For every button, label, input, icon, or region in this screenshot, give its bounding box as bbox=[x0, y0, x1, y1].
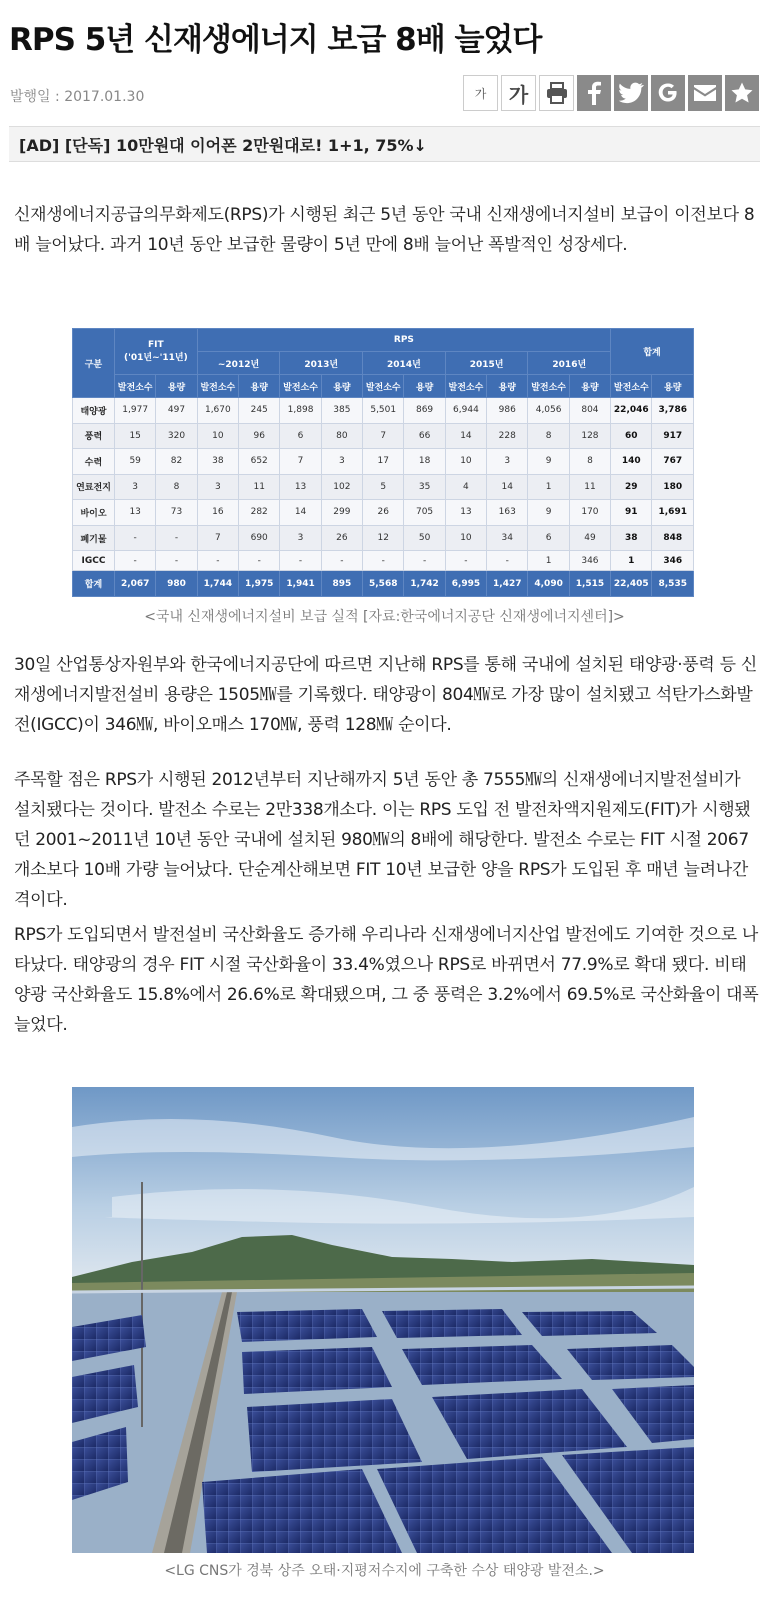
table-cell: 804 bbox=[569, 398, 610, 424]
table-cell: - bbox=[115, 551, 156, 571]
email-share-button[interactable] bbox=[688, 75, 722, 111]
table-cell: 652 bbox=[239, 449, 280, 475]
table-cell: 102 bbox=[321, 474, 362, 500]
header-fit-years: ('01년~'11년) bbox=[123, 353, 188, 363]
table-cell: - bbox=[197, 551, 238, 571]
table-cell: 91 bbox=[611, 500, 652, 526]
table-cell: 4,090 bbox=[528, 571, 569, 597]
table-cell: 1,744 bbox=[197, 571, 238, 597]
font-small-label: 가 bbox=[474, 86, 487, 101]
table-cell: 1 bbox=[611, 551, 652, 571]
publish-date: 발행일 : 2017.01.30 bbox=[10, 89, 145, 105]
table-cell: 82 bbox=[156, 449, 197, 475]
header-fit-label: FIT bbox=[148, 340, 164, 350]
table-cell: 4,056 bbox=[528, 398, 569, 424]
table-row bbox=[73, 500, 694, 526]
mail-icon bbox=[693, 84, 717, 102]
header-period: 2013년 bbox=[280, 352, 363, 375]
table-cell: 1,898 bbox=[280, 398, 321, 424]
table-cell: 22,405 bbox=[611, 571, 652, 597]
table-cell: 11 bbox=[569, 474, 610, 500]
table-cell: - bbox=[363, 551, 404, 571]
table-cell: 4 bbox=[445, 474, 486, 500]
table-cell: 6 bbox=[280, 423, 321, 449]
table-row bbox=[73, 551, 694, 571]
table-cell: 320 bbox=[156, 423, 197, 449]
table-cell: 1,691 bbox=[652, 500, 694, 526]
table-cell: 3 bbox=[487, 449, 528, 475]
font-decrease-button[interactable] bbox=[463, 75, 498, 111]
ad-banner-link[interactable]: [AD] [단독] 10만원대 이어폰 2만원대로! 1+1, 75%↓ bbox=[9, 126, 760, 162]
row-label: 폐기물 bbox=[73, 525, 115, 551]
table-cell: 705 bbox=[404, 500, 445, 526]
table-cell: 5 bbox=[363, 474, 404, 500]
table-cell: 180 bbox=[652, 474, 694, 500]
table-cell: - bbox=[115, 525, 156, 551]
google-share-button[interactable] bbox=[651, 75, 685, 111]
table-cell: 17 bbox=[363, 449, 404, 475]
table-row bbox=[73, 398, 694, 424]
table-cell: 14 bbox=[487, 474, 528, 500]
font-big-label: 가 bbox=[508, 82, 529, 107]
table-cell: 49 bbox=[569, 525, 610, 551]
table-cell: 50 bbox=[404, 525, 445, 551]
table-cell: 170 bbox=[569, 500, 610, 526]
header-total: 합계 bbox=[611, 329, 694, 375]
table-cell: 26 bbox=[363, 500, 404, 526]
paragraph-intro: 신재생에너지공급의무화제도(RPS)가 시행된 최근 5년 동안 국내 신재생에너지설비 보급이 이전보다 8배 늘어났다. 과거 10년 동안 보급한 물량이 5년 만에 8배 늘어난 폭발적인 성장세다. bbox=[14, 205, 755, 255]
table-cell: 228 bbox=[487, 423, 528, 449]
header-plant-count: 발전소수 bbox=[280, 375, 321, 398]
twitter-share-button[interactable] bbox=[614, 75, 648, 111]
row-label: 바이오 bbox=[73, 500, 115, 526]
paragraph-5-year-stats: 주목할 점은 RPS가 시행된 2012년부터 지난해까지 5년 동안 총 7555㎿의 신재생에너지발전설비가 설치됐다는 것이다. 발전소 수로는 2만338개소다. 이는 RPS 도입 전 발전차액지원제도(FIT)가 시행됐던 2001~2011년 10년 동안 국내에 설치된 980㎿의 8배에 해당한다. 발전소 수로는 FIT 시절 2067개소보다 10배 가량 늘어났다. 단순계산해보면 FIT 10년 보급한 양을 RPS가 도입된 후 매년 늘려나간 격이다. bbox=[14, 770, 751, 910]
table-cell: 3 bbox=[321, 449, 362, 475]
table-cell: 59 bbox=[115, 449, 156, 475]
header-capacity: 용량 bbox=[487, 375, 528, 398]
table-cell: 497 bbox=[156, 398, 197, 424]
header-capacity: 용량 bbox=[321, 375, 362, 398]
header-capacity: 용량 bbox=[239, 375, 280, 398]
row-label: 수력 bbox=[73, 449, 115, 475]
header-capacity: 용량 bbox=[569, 375, 610, 398]
header-period: 2014년 bbox=[363, 352, 446, 375]
header-fit bbox=[115, 329, 198, 375]
table-cell: 3,786 bbox=[652, 398, 694, 424]
table-cell: 6,944 bbox=[445, 398, 486, 424]
table-cell: 14 bbox=[280, 500, 321, 526]
table-cell: 869 bbox=[404, 398, 445, 424]
table-cell: 60 bbox=[611, 423, 652, 449]
table-cell: 163 bbox=[487, 500, 528, 526]
table-cell: 385 bbox=[321, 398, 362, 424]
table-cell: 1,941 bbox=[280, 571, 321, 597]
printer-icon bbox=[545, 82, 569, 104]
header-period: 2016년 bbox=[528, 352, 611, 375]
table-cell: 848 bbox=[652, 525, 694, 551]
table-cell: 1,670 bbox=[197, 398, 238, 424]
article-title: RPS 5년 신재생에너지 보급 8배 늘었다 bbox=[9, 22, 542, 58]
table-cell: 38 bbox=[611, 525, 652, 551]
table-cell: 73 bbox=[156, 500, 197, 526]
header-period: ~2012년 bbox=[197, 352, 280, 375]
table-total-row bbox=[73, 571, 694, 597]
article-toolbar bbox=[463, 75, 759, 111]
google-icon bbox=[656, 81, 680, 105]
table-cell: 917 bbox=[652, 423, 694, 449]
row-label: 연료전지 bbox=[73, 474, 115, 500]
table-cell: 7 bbox=[280, 449, 321, 475]
table-cell: 7 bbox=[363, 423, 404, 449]
facebook-icon bbox=[584, 81, 604, 105]
table-cell: 35 bbox=[404, 474, 445, 500]
table-cell: 986 bbox=[487, 398, 528, 424]
table-cell: 66 bbox=[404, 423, 445, 449]
renewable-supply-table bbox=[72, 328, 694, 597]
table-caption: <국내 신재생에너지설비 보급 실적 [자료:한국에너지공단 신재생에너지센터]> bbox=[144, 609, 625, 625]
table-cell: - bbox=[280, 551, 321, 571]
table-cell: 1 bbox=[528, 474, 569, 500]
header-plant-count: 발전소수 bbox=[611, 375, 652, 398]
row-label: IGCC bbox=[73, 551, 115, 571]
photo-caption: <LG CNS가 경북 상주 오태·지평저수지에 구축한 수상 태양광 발전소.> bbox=[164, 1563, 605, 1579]
font-increase-button[interactable] bbox=[501, 75, 536, 111]
table-cell: 3 bbox=[197, 474, 238, 500]
table-cell: 767 bbox=[652, 449, 694, 475]
table-cell: 5,568 bbox=[363, 571, 404, 597]
table-cell: 8 bbox=[528, 423, 569, 449]
bookmark-button[interactable] bbox=[725, 75, 759, 111]
star-icon bbox=[730, 81, 754, 105]
table-cell: 8 bbox=[569, 449, 610, 475]
table-cell: 29 bbox=[611, 474, 652, 500]
table-cell: - bbox=[156, 551, 197, 571]
table-cell: 1,975 bbox=[239, 571, 280, 597]
table-cell: - bbox=[321, 551, 362, 571]
table-cell: 895 bbox=[321, 571, 362, 597]
header-capacity: 용량 bbox=[156, 375, 197, 398]
table-cell: 140 bbox=[611, 449, 652, 475]
header-capacity: 용량 bbox=[404, 375, 445, 398]
table-cell: 3 bbox=[280, 525, 321, 551]
table-cell: 12 bbox=[363, 525, 404, 551]
print-button[interactable] bbox=[539, 75, 574, 111]
header-capacity: 용량 bbox=[652, 375, 694, 398]
table-cell: 18 bbox=[404, 449, 445, 475]
table-cell: 8 bbox=[156, 474, 197, 500]
statistics-table-image bbox=[72, 328, 694, 597]
table-cell: 9 bbox=[528, 449, 569, 475]
table-cell: 13 bbox=[445, 500, 486, 526]
table-cell: 3 bbox=[115, 474, 156, 500]
table-cell: 14 bbox=[445, 423, 486, 449]
table-cell: 11 bbox=[239, 474, 280, 500]
table-cell: 2,067 bbox=[115, 571, 156, 597]
row-label: 합계 bbox=[73, 571, 115, 597]
table-row bbox=[73, 423, 694, 449]
header-period: 2015년 bbox=[445, 352, 528, 375]
table-cell: 6,995 bbox=[445, 571, 486, 597]
table-cell: 7 bbox=[197, 525, 238, 551]
table-cell: 38 bbox=[197, 449, 238, 475]
table-cell: 13 bbox=[280, 474, 321, 500]
table-row bbox=[73, 449, 694, 475]
twitter-icon bbox=[618, 82, 644, 104]
table-cell: 1,515 bbox=[569, 571, 610, 597]
table-cell: 980 bbox=[156, 571, 197, 597]
table-cell: 8,535 bbox=[652, 571, 694, 597]
table-cell: 10 bbox=[445, 525, 486, 551]
table-cell: 96 bbox=[239, 423, 280, 449]
table-cell: 346 bbox=[569, 551, 610, 571]
header-category: 구분 bbox=[73, 329, 115, 398]
table-cell: 245 bbox=[239, 398, 280, 424]
floating-solar-photo bbox=[72, 1087, 694, 1553]
paragraph-2016-stats: 30일 산업통상자원부와 한국에너지공단에 따르면 지난해 RPS를 통해 국내에 설치된 태양광·풍력 등 신재생에너지발전설비 용량은 1505㎿를 기록했다. 태양광이 804㎿로 가장 많이 설치됐고 석탄가스화발전(IGCC)이 346㎿, 바이오매스 170㎿, 풍력 128㎿ 순이다. bbox=[14, 655, 757, 735]
table-row bbox=[73, 525, 694, 551]
table-cell: 15 bbox=[115, 423, 156, 449]
table-cell: 6 bbox=[528, 525, 569, 551]
table-cell: 128 bbox=[569, 423, 610, 449]
table-cell: - bbox=[445, 551, 486, 571]
table-cell: 26 bbox=[321, 525, 362, 551]
facebook-share-button[interactable] bbox=[577, 75, 611, 111]
row-label: 풍력 bbox=[73, 423, 115, 449]
header-plant-count: 발전소수 bbox=[115, 375, 156, 398]
table-cell: 16 bbox=[197, 500, 238, 526]
table-cell: - bbox=[404, 551, 445, 571]
table-cell: 10 bbox=[197, 423, 238, 449]
paragraph-localization: RPS가 도입되면서 발전설비 국산화율도 증가해 우리나라 신재생에너지산업 발전에도 기여한 것으로 나타났다. 태양광의 경우 FIT 시절 국산화율이 33.4%였으나 RPS로 바뀌면서 77.9%로 확대 됐다. 비태양광 국산화율도 15.8%에서 26.6%로 확대됐으며, 그 중 풍력은 3.2%에서 69.5%로 국산화율이 대폭 늘었다. bbox=[14, 925, 759, 1035]
table-cell: 34 bbox=[487, 525, 528, 551]
header-plant-count: 발전소수 bbox=[445, 375, 486, 398]
table-cell: 1,742 bbox=[404, 571, 445, 597]
table-cell: 282 bbox=[239, 500, 280, 526]
table-cell: 80 bbox=[321, 423, 362, 449]
header-plant-count: 발전소수 bbox=[363, 375, 404, 398]
header-rps: RPS bbox=[197, 329, 610, 352]
table-cell: 1,977 bbox=[115, 398, 156, 424]
table-cell: 9 bbox=[528, 500, 569, 526]
table-row bbox=[73, 474, 694, 500]
table-cell: 299 bbox=[321, 500, 362, 526]
table-cell: 1,427 bbox=[487, 571, 528, 597]
table-cell: 1 bbox=[528, 551, 569, 571]
table-cell: 5,501 bbox=[363, 398, 404, 424]
table-cell: - bbox=[487, 551, 528, 571]
table-cell: 346 bbox=[652, 551, 694, 571]
table-cell: - bbox=[156, 525, 197, 551]
header-plant-count: 발전소수 bbox=[528, 375, 569, 398]
table-cell: 13 bbox=[115, 500, 156, 526]
table-cell: - bbox=[239, 551, 280, 571]
table-cell: 22,046 bbox=[611, 398, 652, 424]
header-plant-count: 발전소수 bbox=[197, 375, 238, 398]
table-cell: 10 bbox=[445, 449, 486, 475]
table-cell: 690 bbox=[239, 525, 280, 551]
row-label: 태양광 bbox=[73, 398, 115, 424]
